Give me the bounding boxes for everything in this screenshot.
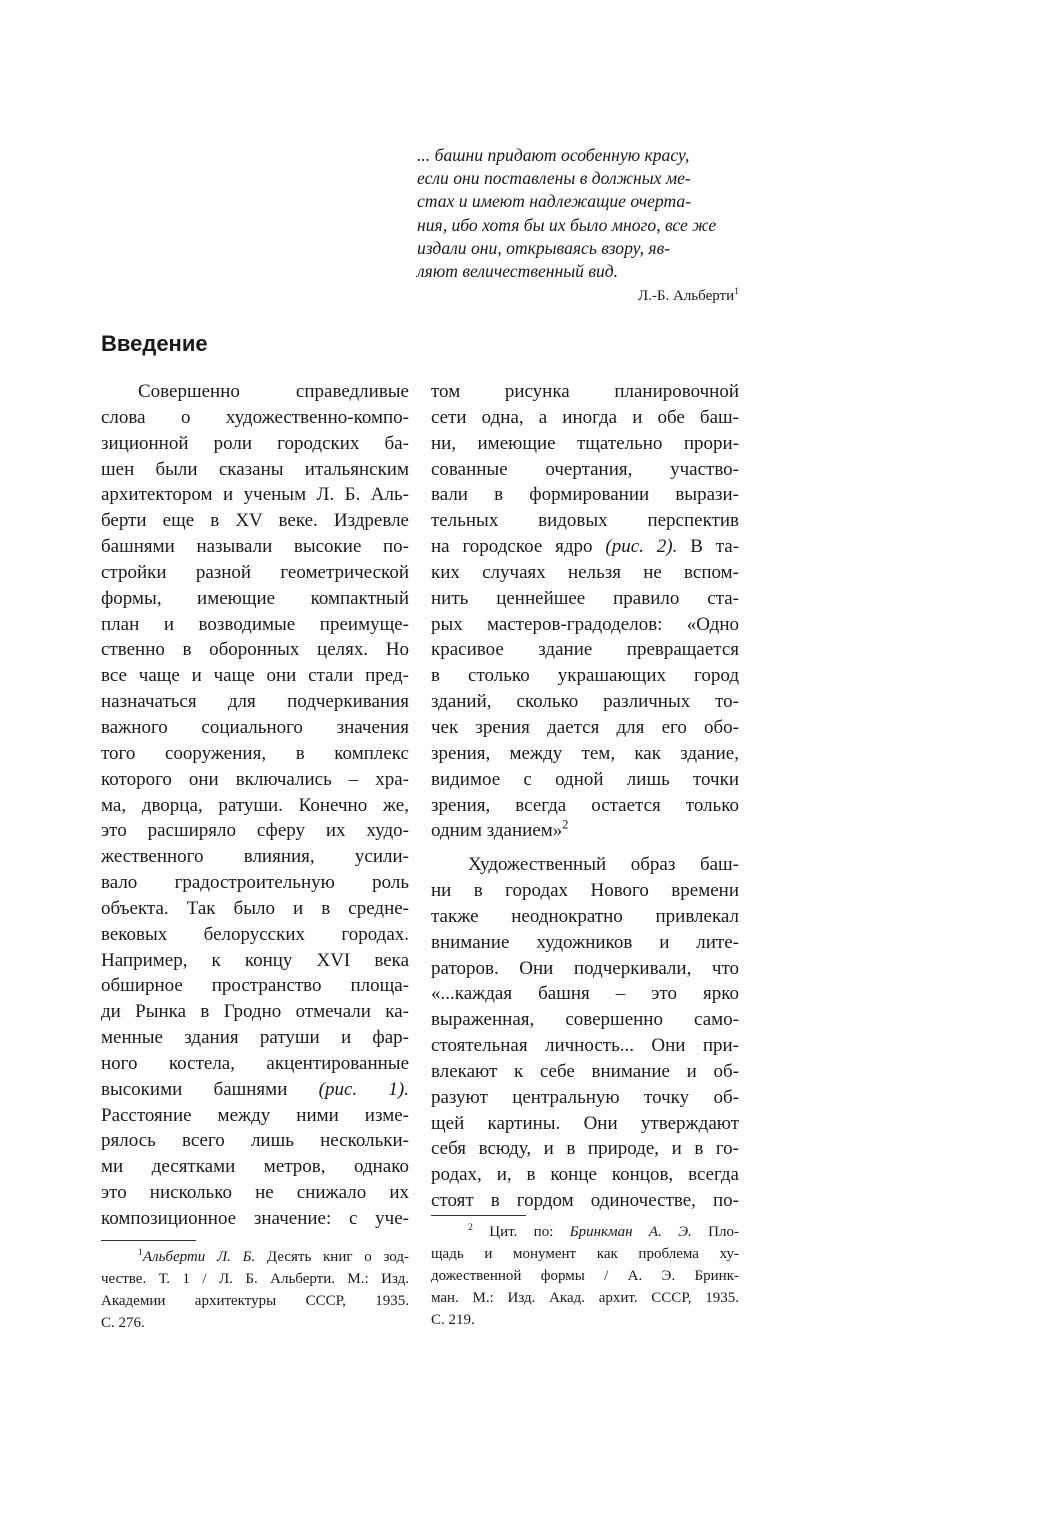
footnote-ref-2[interactable]: 2 xyxy=(562,818,569,833)
figure-reference: (рис. 2). xyxy=(605,536,678,558)
epigraph xyxy=(417,144,739,283)
epigraph-line: издали они, открываясь взору, яв- xyxy=(417,237,671,258)
text-line: это нисколько не снижало их xyxy=(101,1182,409,1204)
text-line: того сооружения, в комплекс xyxy=(101,742,409,764)
epigraph-line: ... башни придают особенную красу, xyxy=(417,145,690,165)
text-line: формы, имеющие компактный xyxy=(101,587,409,609)
text-line: Например, к концу XVI века xyxy=(101,949,409,971)
text-line: сети одна, а иногда и обе баш- xyxy=(431,406,739,428)
text-line: зданий, сколько различных то- xyxy=(431,691,739,713)
section-heading: Введение xyxy=(101,331,208,356)
footnote-author: Бринкман А. Э. xyxy=(569,1224,692,1240)
text-line: ного костела, акцентированные xyxy=(101,1052,409,1074)
text-line: берти еще в XV веке. Издревле xyxy=(101,510,409,532)
epigraph-line: ляют величественный вид. xyxy=(417,261,619,282)
text-line: все чаще и чаще они стали пред- xyxy=(101,665,409,687)
text-line xyxy=(431,534,739,560)
footnote-number: 2 xyxy=(468,1222,473,1233)
text-line: ди Рынка в Гродно отмечали ка- xyxy=(101,1001,409,1023)
text-line: внимание художников и лите- xyxy=(431,931,739,953)
text-fragment: Десять книг о зод- xyxy=(266,1249,409,1265)
text-line: Расстояние между ними изме- xyxy=(101,1104,409,1126)
text-line: стоят в гордом одиночестве, по- xyxy=(431,1190,739,1212)
text-line: сованные очертания, участво- xyxy=(431,458,739,480)
footnote-line: щадь и монумент как проблема ху- xyxy=(431,1246,739,1262)
text-line: ми десятками метров, однако xyxy=(101,1156,409,1178)
text-fragment: на городское ядро xyxy=(431,536,593,558)
text-line: вековых белорусских городах. xyxy=(101,923,409,945)
text-line: вало градостроительную роль xyxy=(101,872,409,894)
text-line: щей картины. Они утверждают xyxy=(431,1112,739,1134)
footnote-author: Альберти Л. Б. xyxy=(142,1249,256,1265)
text-line: обширное пространство площа- xyxy=(101,975,409,997)
text-line: нить ценнейшее правило ста- xyxy=(431,587,739,609)
text-line: жественного влияния, усили- xyxy=(101,846,409,868)
text-line: которого они включались – хра- xyxy=(101,768,409,790)
text-fragment: В та- xyxy=(690,536,740,558)
text-line: стройки разной геометрической xyxy=(101,561,409,583)
text-line: чек зрения дается для его обо- xyxy=(431,716,739,738)
text-line: важного социального значения xyxy=(101,716,409,738)
text-line: себя всюду, и в природе, и в го- xyxy=(431,1138,739,1160)
text-line: ма, дворца, ратуши. Конечно же, xyxy=(101,794,409,816)
footnote-line: Академии архитектуры СССР, 1935. xyxy=(101,1293,409,1309)
text-line: Художественный образ баш- xyxy=(468,854,739,876)
text-line: выраженная, совершенно само- xyxy=(431,1009,739,1031)
footnote-line: ман. М.: Изд. Акад. архит. СССР, 1935. xyxy=(431,1290,739,1306)
right-column xyxy=(431,379,739,1214)
text-fragment: высокими башнями xyxy=(101,1078,288,1100)
text-line: назначаться для подчеркивания xyxy=(101,691,409,713)
footnote-rule xyxy=(431,1215,526,1216)
text-line xyxy=(431,818,739,844)
epigraph-author xyxy=(417,286,739,306)
text-line xyxy=(101,1077,409,1103)
text-fragment: Пло- xyxy=(708,1224,739,1240)
footnote-1 xyxy=(101,1246,409,1334)
epigraph-line: если они поставлены в должных ме- xyxy=(417,168,691,189)
text-line: тельных видовых перспектив xyxy=(431,510,739,532)
footnote-2 xyxy=(431,1221,739,1331)
text-line: разуют центральную точку об- xyxy=(431,1086,739,1108)
text-line: слова о художественно-компо- xyxy=(101,406,409,428)
text-line: это расширяло сферу их худо- xyxy=(101,820,409,842)
text-line: вали в формировании вырази- xyxy=(431,484,739,506)
text-line: также неоднократно привлекал xyxy=(431,905,739,927)
text-line: ни, имеющие тщательно прори- xyxy=(431,432,739,454)
footnote-line: С. 276. xyxy=(101,1315,145,1331)
text-line: ственно в оборонных целях. Но xyxy=(101,639,409,661)
text-line: менные здания ратуши и фар- xyxy=(101,1027,409,1049)
text-fragment: Цит. по: xyxy=(489,1224,554,1240)
text-line: башнями называли высокие по- xyxy=(101,536,409,558)
figure-reference: (рис. 1). xyxy=(318,1078,410,1100)
epigraph-author-name: Л.-Б. Альберти xyxy=(637,288,735,304)
paragraph-gap xyxy=(431,844,739,852)
text-line: рых мастеров-градоделов: «Одно xyxy=(431,613,739,635)
text-fragment: одним зданием» xyxy=(431,820,563,842)
text-line: том рисунка планировочной xyxy=(431,381,739,402)
text-line: ких случаях нельзя не вспом- xyxy=(431,561,739,583)
text-line: шен были сказаны итальянским xyxy=(101,458,409,480)
text-line: Совершенно справедливые xyxy=(138,381,409,402)
left-column xyxy=(101,379,409,1232)
text-line: влекают к себе внимание и об- xyxy=(431,1060,739,1082)
text-line: стоятельная личность... Они при- xyxy=(431,1035,739,1057)
footnote-ref-1[interactable]: 1 xyxy=(734,286,739,297)
text-line: красивое здание превращается xyxy=(431,639,739,661)
text-line: зрения, между тем, как здание, xyxy=(431,742,739,764)
footnote-rule xyxy=(101,1240,196,1241)
text-line: архитектором и ученым Л. Б. Аль- xyxy=(101,484,409,506)
footnote-line xyxy=(101,1246,409,1268)
epigraph-line: ния, ибо хотя бы их было много, все же xyxy=(417,214,717,235)
text-line: видимое с одной лишь точки xyxy=(431,768,739,790)
text-line: «...каждая башня – это ярко xyxy=(431,983,739,1005)
text-line: композиционное значение: с уче- xyxy=(101,1208,409,1229)
text-line: ни в городах Нового времени xyxy=(431,880,739,902)
footnote-line xyxy=(431,1221,739,1243)
text-line: план и возводимые преимуще- xyxy=(101,613,409,635)
text-line: объекта. Так было и в средне- xyxy=(101,897,409,919)
text-line: в столько украшающих город xyxy=(431,665,739,687)
text-line: зиционной роли городских ба- xyxy=(101,432,409,454)
text-line: родах, и, в конце концов, всегда xyxy=(431,1164,739,1186)
footnote-number: 1 xyxy=(138,1247,143,1258)
footnote-line: честве. Т. 1 / Л. Б. Альберти. М.: Изд. xyxy=(101,1271,409,1287)
footnote-line: дожественной формы / А. Э. Бринк- xyxy=(431,1268,739,1284)
footnote-line: С. 219. xyxy=(431,1312,475,1328)
text-line: раторов. Они подчеркивали, что xyxy=(431,957,739,979)
epigraph-line: стах и имеют надлежащие очерта- xyxy=(417,191,692,212)
text-line: рялось всего лишь нескольки- xyxy=(101,1130,409,1152)
text-line: зрения, всегда остается только xyxy=(431,794,739,816)
